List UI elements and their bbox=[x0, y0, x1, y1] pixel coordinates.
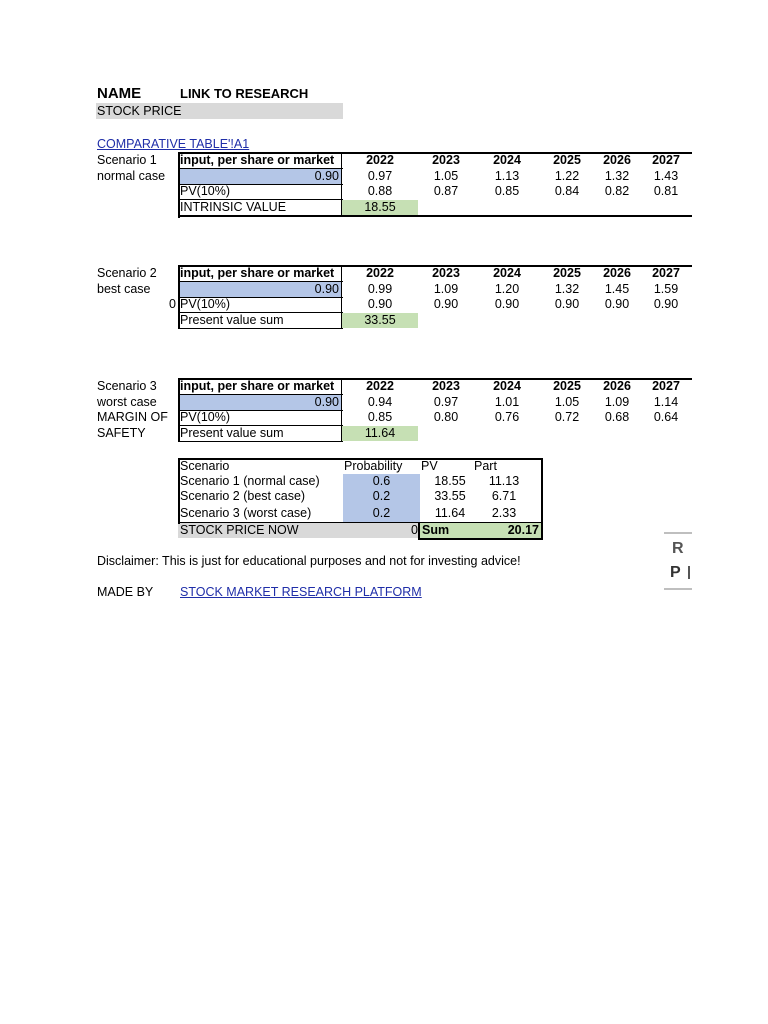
scenario2-pv: 0.90 bbox=[554, 297, 580, 311]
scenario3-table bbox=[178, 378, 692, 442]
scenario1-title: Scenario 1 bbox=[97, 153, 157, 167]
summary-row-part: 6.71 bbox=[491, 489, 517, 503]
scenario3-pv: 0.76 bbox=[494, 410, 520, 424]
side-logo-bar bbox=[688, 566, 690, 579]
scenario1-pv-label: PV(10%) bbox=[180, 184, 231, 198]
scenario2-input-cell[interactable]: 0.90 bbox=[180, 282, 341, 297]
summary-row-probability[interactable]: 0.2 bbox=[372, 489, 391, 503]
scenario2-pv: 0.90 bbox=[367, 297, 393, 311]
scenario1-pv: 0.81 bbox=[653, 184, 679, 198]
scenario2-pv: 0.90 bbox=[604, 297, 630, 311]
scenario3-pv: 0.80 bbox=[433, 410, 459, 424]
side-logo-rule bbox=[664, 532, 692, 534]
scenario3-value: 1.01 bbox=[494, 395, 520, 409]
scenario3-year: 2023 bbox=[432, 379, 460, 393]
scenario3-value: 0.97 bbox=[433, 395, 459, 409]
summary-header-pv: PV bbox=[421, 459, 438, 473]
scenario3-year: 2027 bbox=[652, 379, 680, 393]
scenario1-pv: 0.85 bbox=[494, 184, 520, 198]
sum-value: 20.17 bbox=[507, 523, 539, 537]
scenario2-pv: 0.90 bbox=[433, 297, 459, 311]
summary-header-part: Part bbox=[474, 459, 497, 473]
scenario1-intrinsic-label: INTRINSIC VALUE bbox=[180, 200, 287, 214]
scenario2-sum-value[interactable]: 33.55 bbox=[342, 313, 418, 328]
summary-row-pv: 33.55 bbox=[434, 489, 466, 503]
scenario2-title: Scenario 2 bbox=[97, 266, 157, 280]
scenario1-pv: 0.84 bbox=[554, 184, 580, 198]
scenario3-year: 2022 bbox=[366, 379, 394, 393]
stock-price-now-label: STOCK PRICE NOW bbox=[180, 523, 299, 537]
scenario1-pv: 0.88 bbox=[367, 184, 393, 198]
summary-row-scenario: Scenario 1 (normal case) bbox=[180, 474, 320, 488]
name-label: NAME bbox=[97, 85, 142, 102]
scenario2-side-zero: 0 bbox=[169, 297, 176, 311]
summary-table bbox=[178, 458, 543, 540]
scenario3-subtitle: worst case bbox=[97, 395, 157, 409]
scenario2-sum-label: Present value sum bbox=[180, 313, 284, 327]
scenario3-year: 2024 bbox=[493, 379, 521, 393]
scenario1-year: 2026 bbox=[603, 153, 631, 167]
side-logo-letter: R bbox=[672, 540, 684, 557]
summary-header-scenario: Scenario bbox=[180, 459, 230, 473]
scenario3-value: 1.09 bbox=[604, 395, 630, 409]
link-to-research-label: LINK TO RESEARCH bbox=[180, 86, 309, 101]
scenario3-pv: 0.64 bbox=[653, 410, 679, 424]
summary-row-part: 11.13 bbox=[488, 474, 520, 488]
side-logo-rule bbox=[664, 588, 692, 590]
scenario2-table bbox=[178, 265, 692, 329]
scenario3-header-label: input, per share or market bbox=[180, 379, 335, 393]
scenario1-table bbox=[178, 152, 692, 218]
scenario2-year: 2024 bbox=[493, 266, 521, 280]
scenario1-pv: 0.87 bbox=[433, 184, 459, 198]
scenario3-sum-label: Present value sum bbox=[180, 426, 284, 440]
scenario2-value: 1.32 bbox=[554, 282, 580, 296]
summary-row-scenario: Scenario 2 (best case) bbox=[180, 489, 306, 503]
side-logo-letter: P bbox=[670, 564, 681, 581]
scenario3-pv: 0.72 bbox=[554, 410, 580, 424]
margin-of-safety-label: MARGIN OF bbox=[97, 410, 168, 424]
summary-row-part: 2.33 bbox=[491, 506, 517, 520]
scenario3-pv: 0.68 bbox=[604, 410, 630, 424]
scenario3-pv: 0.85 bbox=[367, 410, 393, 424]
scenario1-value: 1.13 bbox=[494, 169, 520, 183]
comparative-table-link[interactable]: COMPARATIVE TABLE'!A1 bbox=[97, 137, 250, 151]
scenario2-pv: 0.90 bbox=[494, 297, 520, 311]
scenario3-input-cell[interactable]: 0.90 bbox=[180, 395, 341, 410]
scenario2-value: 1.45 bbox=[604, 282, 630, 296]
scenario1-subtitle: normal case bbox=[97, 169, 166, 183]
scenario1-value: 1.43 bbox=[653, 169, 679, 183]
stock-price-now-value[interactable]: 0 bbox=[411, 523, 418, 537]
scenario2-value: 1.09 bbox=[433, 282, 459, 296]
made-by-label: MADE BY bbox=[97, 585, 154, 599]
scenario3-pv-label: PV(10%) bbox=[180, 410, 231, 424]
scenario3-value: 0.94 bbox=[367, 395, 393, 409]
summary-row-scenario: Scenario 3 (worst case) bbox=[180, 506, 312, 520]
scenario3-year: 2025 bbox=[553, 379, 581, 393]
scenario3-title: Scenario 3 bbox=[97, 379, 157, 393]
scenario3-sum-value[interactable]: 11.64 bbox=[342, 426, 418, 441]
scenario1-header-label: input, per share or market bbox=[180, 153, 335, 167]
summary-header-probability: Probability bbox=[344, 459, 403, 473]
margin-of-safety-label: SAFETY bbox=[97, 426, 146, 440]
scenario2-year: 2025 bbox=[553, 266, 581, 280]
scenario1-intrinsic-value[interactable]: 18.55 bbox=[342, 200, 418, 215]
sum-label: Sum bbox=[422, 523, 450, 537]
scenario2-year: 2023 bbox=[432, 266, 460, 280]
scenario2-year: 2026 bbox=[603, 266, 631, 280]
scenario1-year: 2027 bbox=[652, 153, 680, 167]
scenario1-value: 0.97 bbox=[367, 169, 393, 183]
summary-row-pv: 11.64 bbox=[434, 506, 466, 520]
scenario3-value: 1.05 bbox=[554, 395, 580, 409]
scenario1-year: 2022 bbox=[366, 153, 394, 167]
scenario2-year: 2027 bbox=[652, 266, 680, 280]
scenario1-year: 2024 bbox=[493, 153, 521, 167]
scenario1-pv: 0.82 bbox=[604, 184, 630, 198]
scenario1-year: 2025 bbox=[553, 153, 581, 167]
scenario1-value: 1.32 bbox=[604, 169, 630, 183]
scenario2-value: 0.99 bbox=[367, 282, 393, 296]
summary-row-pv: 18.55 bbox=[434, 474, 466, 488]
summary-row-probability[interactable]: 0.2 bbox=[372, 506, 391, 520]
stock-price-label: STOCK PRICE bbox=[97, 104, 182, 118]
scenario1-value: 1.05 bbox=[433, 169, 459, 183]
research-platform-link[interactable]: STOCK MARKET RESEARCH PLATFORM bbox=[180, 585, 422, 599]
scenario2-header-label: input, per share or market bbox=[180, 266, 335, 280]
scenario1-year: 2023 bbox=[432, 153, 460, 167]
scenario1-input-cell[interactable]: 0.90 bbox=[180, 169, 341, 184]
scenario2-value: 1.20 bbox=[494, 282, 520, 296]
scenario2-pv-label: PV(10%) bbox=[180, 297, 231, 311]
scenario3-value: 1.14 bbox=[653, 395, 679, 409]
scenario2-year: 2022 bbox=[366, 266, 394, 280]
disclaimer-text: Disclaimer: This is just for educational purposes and not for investing advice! bbox=[97, 554, 521, 568]
scenario2-value: 1.59 bbox=[653, 282, 679, 296]
scenario1-value: 1.22 bbox=[554, 169, 580, 183]
summary-row-probability[interactable]: 0.6 bbox=[372, 474, 391, 488]
scenario3-year: 2026 bbox=[603, 379, 631, 393]
scenario2-pv: 0.90 bbox=[653, 297, 679, 311]
scenario2-subtitle: best case bbox=[97, 282, 151, 296]
